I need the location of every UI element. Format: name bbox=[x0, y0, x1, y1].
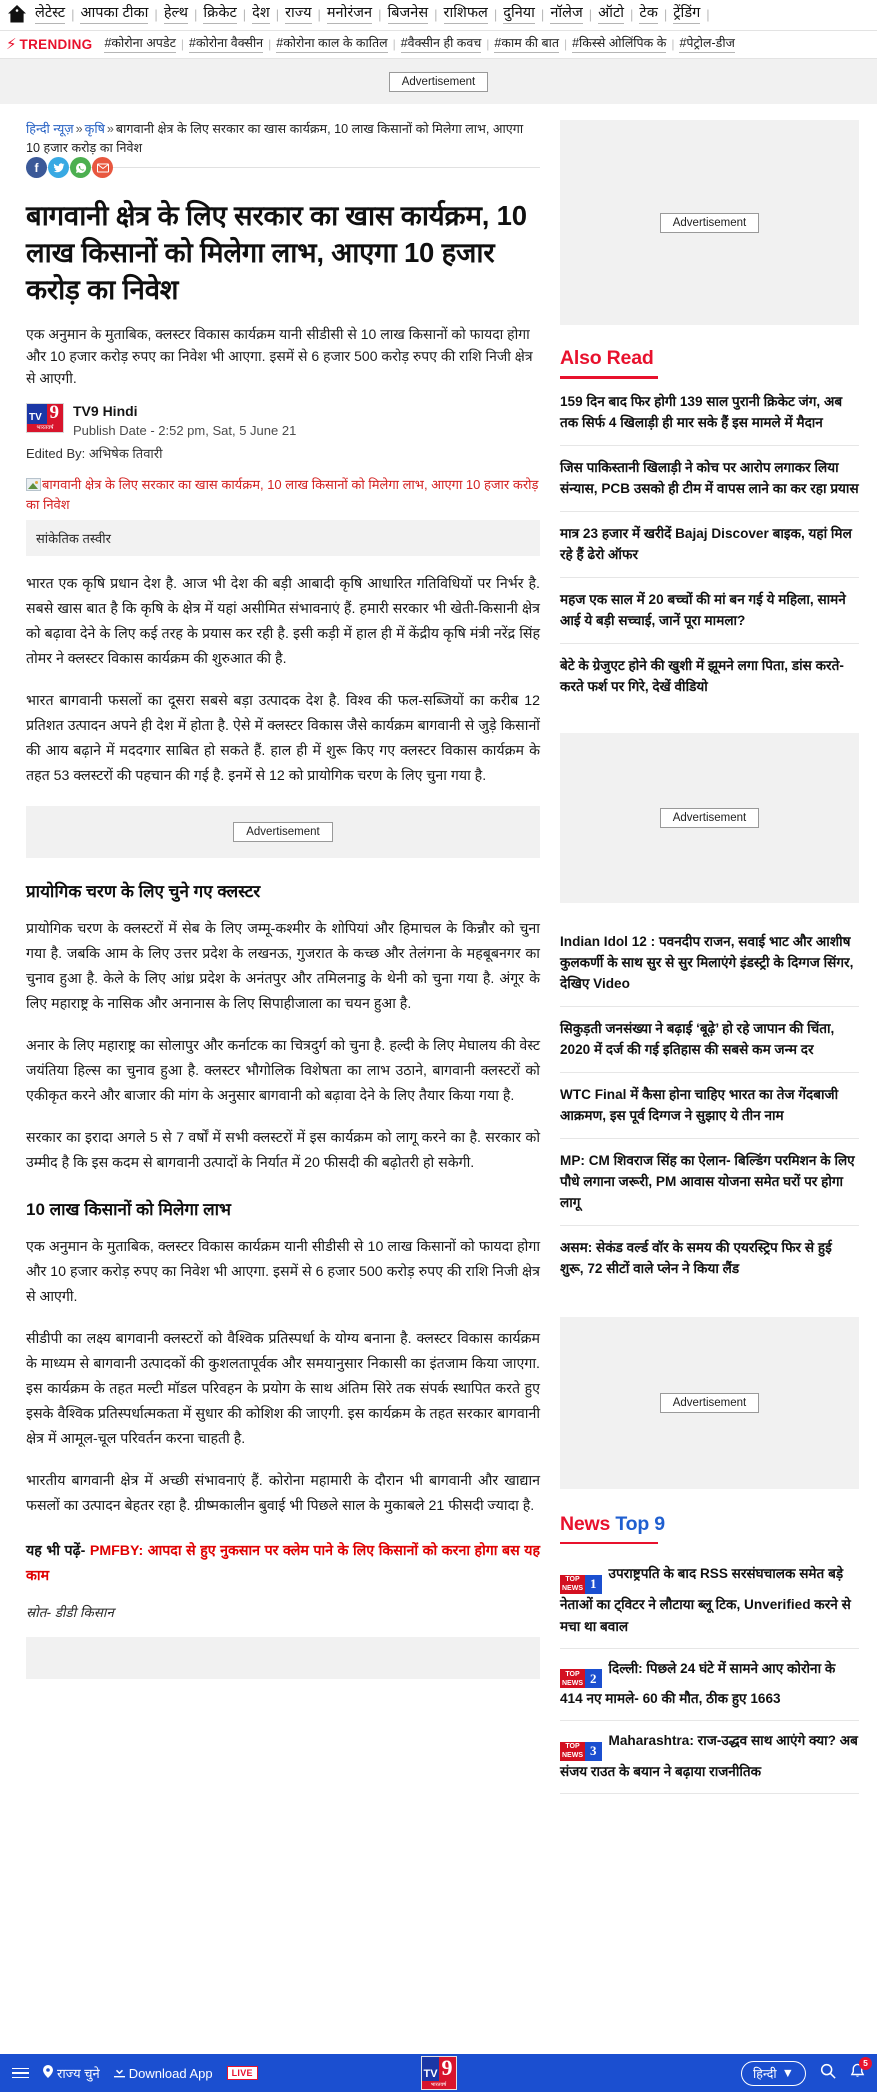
publish-date: Publish Date - 2:52 pm, Sat, 5 June 21 bbox=[73, 423, 297, 438]
lightning-bolt-icon: ⚡ bbox=[6, 35, 17, 53]
topnav-item-1[interactable]: आपका टीका bbox=[80, 5, 148, 24]
news-top9-section bbox=[560, 1513, 859, 1794]
top-news-rank-number: 2 bbox=[585, 1669, 602, 1688]
home-icon[interactable] bbox=[6, 3, 28, 25]
topnav-item-12[interactable]: टेक bbox=[639, 5, 657, 24]
news-top9-item-text: Maharashtra: राज-उद्धव साथ आएंगे क्या? अब संजय राउत के बयान ने बढ़ाया राजनीतिक bbox=[560, 1733, 858, 1779]
article-paragraph: भारत एक कृषि प्रधान देश है. आज भी देश की बड़ी आबादी कृषि आधारित गतिविधियों पर निर्भर है. सबसे खास बात है कि कृषि के क्षेत्र में यहां असीमित संभावनाएं हैं. हमारी सरकार भी खेती-किसानी क्षेत्र को बढ़ावा देने के लिए कई तरह के प्रयास कर रही है. इसी कड़ी में हाल ही में केंद्रीय कृषि मंत्री नरेंद्र सिंह तोमर ने क्लस्टर विकास कार्यक्रम की शुरुआत की है. bbox=[26, 576, 540, 667]
topnav-separator: | bbox=[154, 6, 158, 22]
breadcrumb-current: बागवानी क्षेत्र के लिए सरकार का खास कार्यक्रम, 10 लाख किसानों को मिलेगा लाभ, आएगा 10 हजार करोड़ का निवेश bbox=[26, 122, 524, 155]
read-more-label: यह भी पढ़ें- bbox=[26, 1543, 86, 1559]
trending-item-2[interactable]: #कोरोना काल के कातिल bbox=[276, 36, 387, 53]
news-top9-item-text: दिल्ली: पिछले 24 घंटे में सामने आए कोरोना के 414 नए मामले- 60 की मौत, ठीक हुए 1663 bbox=[560, 1660, 836, 1706]
select-state-label: राज्य चुने bbox=[57, 2066, 100, 2081]
article-figure bbox=[26, 475, 540, 556]
news-top9-item-2[interactable] bbox=[560, 1721, 859, 1794]
breadcrumb-home[interactable]: हिन्दी न्यूज़ bbox=[26, 122, 74, 136]
sidebar-column bbox=[560, 104, 877, 1794]
article-subheading: 10 लाख किसानों को मिलेगा लाभ bbox=[26, 1200, 231, 1219]
article-source: स्रोत- डीडी किसान bbox=[26, 1605, 114, 1620]
sidebar-news-item-1[interactable]: सिकुड़ती जनसंख्या ने बढ़ाई ‘बूढ़े’ हो रहे जापान की चिंता, 2020 में दर्ज की गई इतिहास की सबसे कम जन्म दर bbox=[560, 1007, 859, 1073]
also-read-title: Also Read bbox=[560, 347, 654, 369]
sidebar-news-item-3[interactable]: MP: CM शिवराज सिंह का ऐलान- बिल्डिंग परमिशन के लिए पौधे लगाना जरूरी, PM आवास योजना समेत घरों पर होगा लागू bbox=[560, 1139, 859, 1226]
also-read-item-4[interactable]: बेटे के ग्रेजुएट होने की खुशी में झूमने लगा पिता, डांस करते-करते फर्श पर गिरे, देखें वीडियो bbox=[560, 657, 844, 694]
notification-bell-icon[interactable] bbox=[850, 2058, 868, 2084]
also-read-item-3[interactable]: महज एक साल में 20 बच्चों की मां बन गई ये महिला, सामने आई ये बड़ी सच्चाई, जानें पूरा मामला? bbox=[560, 578, 859, 644]
news-top9-title bbox=[560, 1513, 859, 1536]
also-read-list bbox=[560, 389, 859, 709]
edited-by: Edited By: अभिषेक तिवारी bbox=[26, 446, 163, 461]
topnav-separator: | bbox=[630, 6, 634, 22]
share-row-wrapper bbox=[26, 160, 540, 188]
sidebar-news-item-0[interactable]: Indian Idol 12 : पवनदीप राजन, सवाई भाट और आशीष कुलकर्णी के साथ सुर से सुर मिलाएंगे इंडस्ट्री के दिग्गज सिंगर, देखिए Video bbox=[560, 929, 859, 1007]
trending-item-6[interactable]: #पेट्रोल-डीज bbox=[679, 36, 734, 53]
bottom-bar-left bbox=[12, 2064, 258, 2082]
ad-label: Advertisement bbox=[660, 1393, 760, 1413]
topnav-separator: | bbox=[242, 6, 247, 22]
read-more-link[interactable]: PMFBY: आपदा से हुए नुकसान पर क्लेम पाने के लिए किसानों को करना होगा बस यह काम bbox=[26, 1543, 540, 1584]
hamburger-menu-icon[interactable] bbox=[12, 2068, 29, 2079]
author-name: TV9 Hindi bbox=[73, 403, 138, 419]
topnav-item-13[interactable]: ट्रेंडिंग bbox=[673, 5, 700, 24]
share-buttons bbox=[26, 157, 540, 178]
article-paragraph: सरकार का इरादा अगले 5 से 7 वर्षों में सभी क्लस्टरों में इस कार्यक्रम को लागू करने का है. सरकार को उम्मीद है कि इस कदम से बागवानी उत्पादों के निर्यात में 20 फीसदी की बढ़ोतरी हो सकेगी. bbox=[26, 1130, 540, 1171]
article-subheading: प्रायोगिक चरण के लिए चुने गए क्लस्टर bbox=[26, 882, 261, 901]
article-paragraph: भारतीय बागवानी क्षेत्र में अच्छी संभावनाएं हैं. कोरोना महामारी के दौरान भी बागवानी और खाद्यान फसलों का उत्पादन बेहतर रहा है. ग्रीष्मकालीन बुवाई भी पिछले साल के मुकाबले 21 फीसदी ज्यादा है. bbox=[26, 1473, 540, 1514]
topnav-item-8[interactable]: राशिफल bbox=[444, 5, 488, 24]
article-paragraph: सीडीपी का लक्ष्य बागवानी क्लस्टरों को वैश्विक प्रतिस्पर्धा के योग्य बनाना है. क्लस्टर विकास कार्यक्रम के माध्यम से बागवानी उत्पादकों की कुशलतापूर्वक और समयानुसार निकासी का इंतजाम किया जाएगा. इस कार्यक्रम के तहत मल्टी मॉडल परिवहन के प्रयोग के साथ अंतिम सिरे तक संपर्क स्थापित करते हुए इसके वैश्विक प्रतिस्पर्धात्मकता में सुधार की कोशिश की जाएगी. इस कार्यक्रम के तहत सरकार बागवानी क्षेत्र में आमूल-चूल परिवर्तन करना चाहती है. bbox=[26, 1331, 540, 1447]
article-paragraph: अनार के लिए महाराष्ट्र का सोलापुर और कर्नाटक का चित्रदुर्ग को चुना है. हल्दी के लिए मेघालय की वेस्ट जयंतिया हिल्स का चुनाव हुआ है. क्लस्टर भौगोलिक विशेषता का लाभ उठाने, बागवानी क्लस्टरों को एकीकृत करने और बाजार की मांग के अनुसार बागवानी को बढ़ावा देने के लिए तैयार किया गया है. bbox=[26, 1038, 540, 1104]
topnav-separator: | bbox=[493, 6, 498, 22]
trending-item-1[interactable]: #कोरोना वैक्सीन bbox=[189, 36, 263, 53]
whatsapp-share-icon[interactable] bbox=[70, 157, 91, 178]
live-badge[interactable]: LIVE bbox=[227, 2066, 258, 2080]
advertisement-sidebar-2 bbox=[560, 733, 859, 903]
news-top9-title-red: News bbox=[560, 1512, 611, 1535]
tv9-bharatvarsh-logo[interactable]: TV 9 भारतवर्ष bbox=[421, 2056, 457, 2090]
page-title: बागवानी क्षेत्र के लिए सरकार का खास कार्यक्रम, 10 लाख किसानों को मिलेगा लाभ, आएगा 10 हजार करोड़ का निवेश bbox=[26, 200, 527, 305]
topnav-item-3[interactable]: क्रिकेट bbox=[203, 5, 236, 24]
top-news-badge-label: TOP NEWS bbox=[562, 1743, 583, 1759]
trending-separator: | bbox=[268, 37, 272, 51]
trending-separator: | bbox=[486, 37, 490, 51]
top-news-rank-badge bbox=[560, 1742, 602, 1761]
topnav-separator: | bbox=[706, 6, 710, 22]
topnav-item-10[interactable]: नॉलेज bbox=[550, 5, 582, 24]
notification-count-badge: 5 bbox=[859, 2057, 872, 2070]
trending-label: TRENDING bbox=[19, 36, 93, 52]
trending-item-5[interactable]: #किस्से ओलिंपिक के bbox=[572, 36, 666, 53]
trending-separator: | bbox=[563, 37, 568, 51]
also-read-section bbox=[560, 347, 859, 709]
download-app-label: Download App bbox=[128, 2065, 213, 2081]
topnav-item-11[interactable]: ऑटो bbox=[598, 5, 624, 24]
more-news-list bbox=[560, 929, 859, 1291]
ad-label: Advertisement bbox=[660, 213, 760, 233]
download-app-button[interactable] bbox=[114, 2065, 213, 2081]
article-summary: एक अनुमान के मुताबिक, क्लस्टर विकास कार्यक्रम यानी सीडीसी से 10 लाख किसानों को फायदा होगा और 10 हजार करोड़ रुपए का निवेश भी आएगा. इसमें से 6 हजार 500 करोड़ रुपए की राशि निजी क्षेत्र से आएगी. bbox=[26, 326, 533, 386]
also-read-item-1[interactable]: जिस पाकिस्तानी खिलाड़ी ने कोच पर आरोप लगाकर लिया संन्यास, PCB उसको ही टीम में वापस लाने का कर रहा प्रयास bbox=[560, 446, 859, 512]
email-share-icon[interactable] bbox=[92, 157, 113, 178]
breadcrumb-separator-1: » bbox=[75, 122, 83, 136]
advertisement-top bbox=[0, 59, 877, 104]
trending-item-3[interactable]: #वैक्सीन ही कवच bbox=[401, 36, 482, 53]
trending-items bbox=[104, 36, 734, 53]
advertisement-inline-2 bbox=[26, 1637, 540, 1679]
news-top9-item-0[interactable] bbox=[560, 1554, 859, 1649]
also-read-item-0[interactable]: 159 दिन बाद फिर होगी 139 साल पुरानी क्रिकेट जंग, अब तक सिर्फ 4 खिलाड़ी ही मार सके हैं इस मामले में मैदान bbox=[560, 389, 859, 446]
location-pin-icon bbox=[43, 2065, 53, 2081]
language-label: हिन्दी bbox=[753, 2066, 777, 2081]
top-news-rank-number: 3 bbox=[585, 1742, 602, 1761]
breadcrumb bbox=[26, 120, 540, 158]
also-read-underline bbox=[560, 376, 658, 379]
news-top9-title-blue: Top 9 bbox=[615, 1512, 665, 1535]
chevron-down-icon: ▼ bbox=[781, 2066, 794, 2080]
broken-image-icon bbox=[26, 478, 41, 491]
language-selector[interactable] bbox=[741, 2061, 806, 2086]
article-paragraph: भारत बागवानी फसलों का दूसरा सबसे बड़ा उत्पादक देश है. विश्व की फल-सब्जियों का करीब 12 प्रतिशत उत्पादन अपने ही देश में होता है. ऐसे में क्लस्टर विकास जैसे कार्यक्रम बागवानी से जुड़े किसानों की आय बढ़ाने में मददगार साबित हो सकते हैं. हाल ही में शुरू किए गए क्लस्टर विकास कार्यक्रम के तहत 53 क्लस्टरों की पहचान की गई है. इनमें से 12 को प्रायोगिक चरण के लिए चुना गया है. bbox=[26, 693, 540, 784]
top-news-rank-number: 1 bbox=[585, 1575, 602, 1594]
twitter-share-icon[interactable] bbox=[48, 157, 69, 178]
topnav-separator: | bbox=[663, 6, 668, 22]
top-news-rank-badge bbox=[560, 1669, 602, 1688]
image-alt-text: बागवानी क्षेत्र के लिए सरकार का खास कार्यक्रम, 10 लाख किसानों को मिलेगा लाभ, आएगा 10 हजार करोड़ का निवेश bbox=[26, 477, 539, 512]
top-news-rank-badge bbox=[560, 1575, 602, 1594]
news-top9-item-1[interactable] bbox=[560, 1649, 859, 1722]
news-top9-underline bbox=[560, 1542, 658, 1545]
topnav-item-9[interactable]: दुनिया bbox=[503, 5, 535, 24]
article-paragraph: एक अनुमान के मुताबिक, क्लस्टर विकास कार्यक्रम यानी सीडीसी से 10 लाख किसानों को फायदा होगा और 10 हजार करोड़ रुपए का निवेश भी आएगा. इसमें से 6 हजार 500 करोड़ रुपए की राशि निजी क्षेत्र से आएगी. bbox=[26, 1239, 540, 1305]
sidebar-news-item-4[interactable]: असम: सेकंड वर्ल्ड वॉर के समय की एयरस्ट्रिप फिर से हुई शुरू, 72 सीटों वाले प्लेन ने किया लैंड bbox=[560, 1239, 832, 1276]
advertisement-inline-1 bbox=[26, 806, 540, 858]
trending-separator: | bbox=[671, 37, 675, 51]
trending-bar bbox=[0, 31, 877, 59]
top-news-badge-label: TOP NEWS bbox=[562, 1576, 583, 1592]
topnav-item-6[interactable]: मनोरंजन bbox=[327, 5, 372, 24]
topnav-item-4[interactable]: देश bbox=[252, 5, 270, 24]
broken-image-alt-text bbox=[26, 475, 540, 515]
download-icon bbox=[114, 2065, 125, 2081]
topnav-separator: | bbox=[317, 6, 321, 22]
sidebar-news-item-2[interactable]: WTC Final में कैसा होना चाहिए भारत का तेज गेंदबाजी आक्रमण, इस पूर्व दिग्गज ने सुझाए ये तीन नाम bbox=[560, 1073, 859, 1139]
top-navigation-items bbox=[35, 5, 716, 24]
image-caption: सांकेतिक तस्वीर bbox=[26, 520, 540, 556]
trending-separator: | bbox=[392, 37, 396, 51]
news-top9-item-text: उपराष्ट्रपति के बाद RSS सरसंघचालक समेत बड़े नेताओं का ट्विटर ने लौटाया ब्लू टिक, Unverified करने से मचा था बवाल bbox=[560, 1566, 851, 1634]
search-icon[interactable] bbox=[820, 2063, 836, 2084]
article-paragraph: प्रायोगिक चरण के क्लस्टरों में सेब के लिए जम्मू-कश्मीर के शोपियां और हिमाचल के किन्नौर को चुना गया है. जबकि आम के लिए उत्तर प्रदेश के लखनऊ, गुजरात के कच्छ और तेलंगना के महबूबनगर का चुनाव हुआ है. केले के लिए आंध्र प्रदेश के अनंतपुर और तमिलनाडु के थेनी को चुना गया है. अंगूर के लिए महाराष्ट्र के नासिक और अनानास के लिए सिपाहीजाला का चयन हुआ है. bbox=[26, 921, 540, 1012]
byline bbox=[26, 403, 540, 440]
topnav-item-5[interactable]: राज्य bbox=[285, 5, 311, 24]
advertisement-sidebar-1 bbox=[560, 120, 859, 325]
tv9-logo-icon: TV 9 भारतवर्ष bbox=[26, 403, 64, 433]
topnav-item-0[interactable]: लेटेस्ट bbox=[35, 5, 65, 24]
topnav-separator: | bbox=[378, 6, 382, 22]
bottom-bar-right bbox=[741, 2058, 868, 2086]
top-news-badge-label: TOP NEWS bbox=[562, 1670, 583, 1687]
facebook-share-icon[interactable]: f bbox=[26, 157, 47, 178]
topnav-separator: | bbox=[71, 6, 75, 22]
topnav-separator: | bbox=[588, 6, 593, 22]
trending-item-0[interactable]: #कोरोना अपडेट bbox=[104, 36, 175, 53]
article-column bbox=[0, 104, 560, 1794]
breadcrumb-separator-2: » bbox=[106, 122, 114, 136]
topnav-item-7[interactable]: बिजनेस bbox=[388, 5, 429, 24]
ad-label: Advertisement bbox=[389, 72, 489, 92]
select-state-button[interactable] bbox=[43, 2064, 100, 2082]
advertisement-sidebar-3 bbox=[560, 1317, 859, 1489]
topnav-separator: | bbox=[275, 6, 280, 22]
topnav-item-2[interactable]: हेल्थ bbox=[164, 5, 188, 24]
ad-label: Advertisement bbox=[233, 822, 333, 842]
topnav-separator: | bbox=[434, 6, 438, 22]
bottom-navigation-bar bbox=[0, 2054, 877, 2092]
ad-label: Advertisement bbox=[660, 808, 760, 828]
topnav-separator: | bbox=[194, 6, 198, 22]
also-read-item-2[interactable]: मात्र 23 हजार में खरीदें Bajaj Discover बाइक, यहां मिल रहे हैं ढेरो ऑफर bbox=[560, 512, 859, 578]
trending-separator: | bbox=[180, 37, 185, 51]
breadcrumb-category[interactable]: कृषि bbox=[84, 122, 105, 136]
trending-item-4[interactable]: #काम की बात bbox=[494, 36, 559, 53]
top-navigation-bar bbox=[0, 0, 877, 31]
read-more-line bbox=[26, 1539, 540, 1589]
topnav-separator: | bbox=[540, 6, 545, 22]
news-top9-list bbox=[560, 1554, 859, 1794]
bottom-spacer bbox=[0, 1794, 877, 1838]
page-body bbox=[0, 104, 877, 1794]
